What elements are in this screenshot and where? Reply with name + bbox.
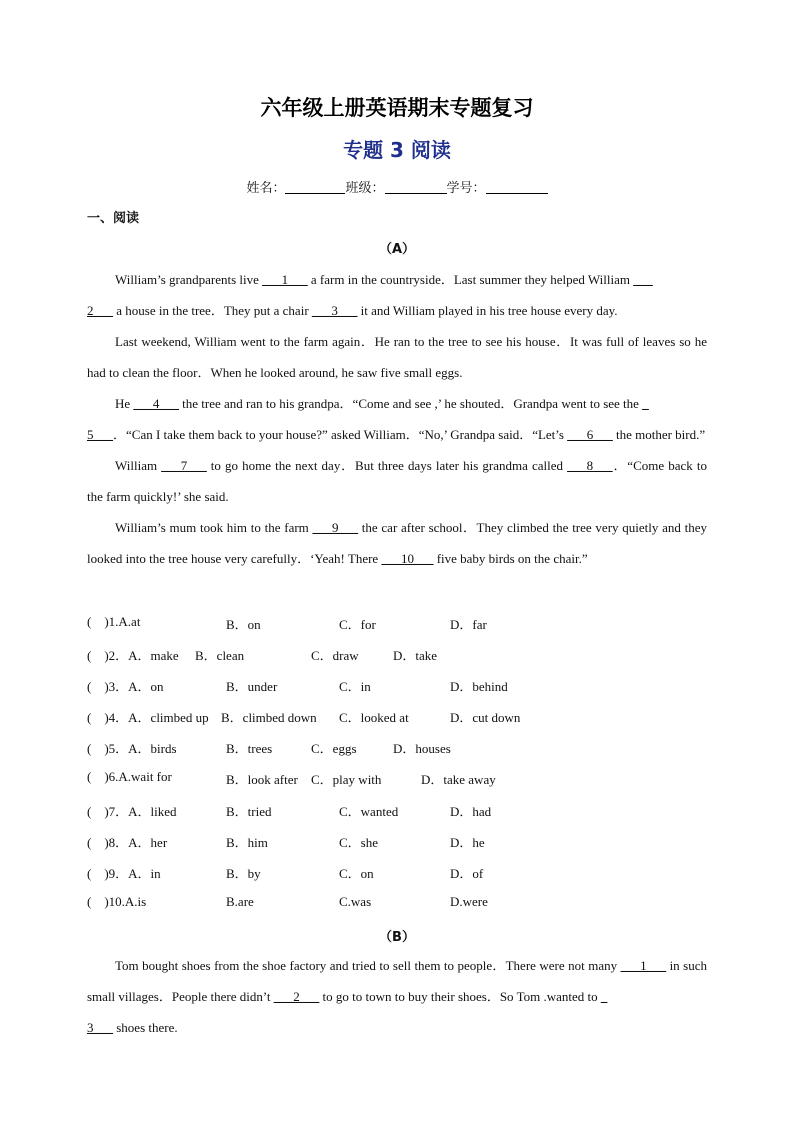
student-info-line (0, 177, 794, 196)
option-b[interactable]: B．him (226, 834, 268, 850)
passage-text: William (115, 458, 162, 473)
passage-text: five baby birds on the chair.” (433, 551, 588, 566)
option-c[interactable]: C．looked at (339, 710, 409, 726)
passage-text: Last weekend, William went to the farm again．He ran to the tree to see his house．It was full of leaves so he had to clean the floor．When he looked around, he saw five small eggs. (87, 334, 707, 380)
passage-text: ．“Can I take them back to your house?” asked William．“No,’ Grandpa said．“Let’s (113, 427, 568, 442)
passage-text: to go to town to buy their shoes．So Tom .wanted to (319, 989, 601, 1004)
answer-blank[interactable]: ___8___ (567, 458, 613, 473)
answer-blank[interactable]: ___10___ (381, 551, 434, 566)
option-d[interactable]: D．behind (450, 679, 508, 695)
passage-text: He (115, 396, 134, 411)
question-number[interactable]: ( )1.A.at (87, 614, 141, 629)
option-c[interactable]: C．on (339, 865, 374, 881)
answer-blank[interactable]: 3___ (87, 1020, 113, 1035)
answer-blank[interactable]: ___1___ (620, 958, 667, 973)
answer-blank[interactable]: ___9___ (312, 520, 359, 535)
question-number[interactable]: ( )4．A．climbed up (87, 710, 209, 726)
passage-a-paragraph (87, 512, 707, 574)
option-b[interactable]: B.are (226, 893, 254, 909)
question-row[interactable] (87, 731, 707, 762)
answer-blank[interactable]: 5___ (87, 427, 113, 442)
option-d[interactable]: D．take (393, 648, 438, 664)
question-number[interactable]: ( )7．A．liked (87, 803, 177, 819)
option-c[interactable]: C．for (339, 617, 376, 632)
passage-text: the mother bird.” (612, 427, 706, 442)
passage-text: a house in the tree．They put a chair (113, 303, 312, 318)
passage-a-paragraph (87, 295, 707, 326)
option-d[interactable]: D．cut down (450, 710, 521, 726)
option-b[interactable]: B．under (226, 679, 278, 695)
passage-a-label: （A） (378, 242, 416, 257)
option-b[interactable]: B．by (226, 865, 261, 881)
question-row[interactable] (87, 887, 707, 918)
option-d[interactable]: D.were (450, 893, 488, 909)
answer-blank[interactable]: 2___ (87, 303, 113, 318)
passage-text: in such small villages．People there didn’t (87, 958, 707, 1004)
answer-blank[interactable]: ___1___ (262, 272, 308, 287)
question-row[interactable] (87, 794, 707, 825)
passage-text: ．“Come back to the farm quickly!’ she said. (87, 458, 707, 504)
name-label: 姓名： (246, 181, 286, 196)
question-row[interactable] (87, 669, 707, 700)
option-b[interactable]: B．clean (195, 648, 245, 664)
option-d[interactable]: D．of (450, 865, 484, 881)
passage-text: William’s mum took him to the farm (115, 520, 313, 535)
question-number[interactable]: ( )2．A．make (87, 648, 179, 664)
passage-a-paragraph (87, 326, 707, 388)
option-d[interactable]: D．take away (421, 772, 496, 788)
option-c[interactable]: C．she (339, 834, 379, 850)
answer-blank[interactable]: ___4___ (133, 396, 179, 411)
passage-text: Tom bought shoes from the shoe factory and tried to sell them to people．There were not many (115, 958, 621, 973)
section-heading: 一、阅读 (87, 211, 140, 226)
passage-a-paragraph (87, 419, 707, 450)
questions-a (87, 607, 707, 918)
option-c[interactable]: C．in (339, 679, 371, 695)
option-b[interactable]: B．on (226, 617, 261, 632)
page-title: 六年级上册英语期末专题复习 (260, 96, 534, 120)
option-c[interactable]: C．wanted (339, 803, 399, 819)
passage-text: to go home the next day．But three days later his grandma called (206, 458, 568, 473)
passage-text: the tree and ran to his grandpa．“Come and see ,’ he shouted．Grandpa went to see the (178, 396, 643, 411)
passage-text: it and William played in his tree house every day. (357, 303, 618, 318)
passage-a-paragraph (87, 450, 707, 512)
option-b[interactable]: B．climbed down (221, 710, 317, 726)
answer-blank[interactable]: ___2___ (273, 989, 320, 1004)
option-d[interactable]: D．far (450, 617, 487, 632)
option-c[interactable]: C.was (339, 893, 372, 909)
page-subtitle: 专题 3 阅读 (343, 138, 451, 162)
question-number[interactable]: ( )9．A．in (87, 865, 161, 881)
answer-blank[interactable]: ___7___ (161, 458, 207, 473)
question-row[interactable] (87, 638, 707, 669)
question-number[interactable]: ( )6.A.wait for (87, 769, 172, 785)
passage-a-paragraph (87, 388, 707, 419)
class-blank[interactable] (385, 179, 447, 194)
passage-text: shoes there. (113, 1020, 178, 1035)
answer-blank[interactable]: ___3___ (311, 303, 358, 318)
passage-text: a farm in the countryside．Last summer they helped William (307, 272, 634, 287)
id-label: 学号： (446, 181, 486, 196)
question-number[interactable]: ( )3．A．on (87, 679, 164, 695)
passage-b (87, 950, 707, 1043)
option-c[interactable]: C．play with (311, 772, 382, 788)
name-blank[interactable] (285, 179, 345, 194)
option-c[interactable]: C．draw (311, 648, 359, 664)
passage-b-label: （B） (379, 930, 415, 945)
passage-a-paragraph (87, 264, 707, 295)
option-d[interactable]: D．had (450, 803, 492, 819)
option-b[interactable]: B．trees (226, 741, 273, 757)
question-row[interactable] (87, 825, 707, 856)
question-row[interactable] (87, 856, 707, 887)
answer-blank[interactable]: ___ (633, 272, 653, 287)
question-row[interactable] (87, 762, 707, 793)
option-d[interactable]: D．houses (393, 741, 451, 757)
answer-blank[interactable]: ___6___ (567, 427, 613, 442)
question-row[interactable] (87, 700, 707, 731)
option-b[interactable]: B．look after (226, 772, 298, 788)
id-blank[interactable] (486, 179, 548, 194)
passage-text: William’s grandparents live (115, 272, 263, 287)
question-number[interactable]: ( )5．A．birds (87, 741, 177, 757)
option-d[interactable]: D．he (450, 834, 485, 850)
question-number[interactable]: ( )8．A．her (87, 834, 168, 850)
answer-blank[interactable]: _ (600, 989, 608, 1004)
question-row[interactable] (87, 607, 707, 638)
passage-a (87, 264, 707, 574)
option-c[interactable]: C．eggs (311, 741, 357, 757)
class-label: 班级： (345, 181, 385, 196)
passage-text: the car after school．They climbed the tree very quietly and they looked into the tree house very carefully．‘Yeah! There (87, 520, 708, 566)
option-b[interactable]: B．tried (226, 803, 272, 819)
question-number[interactable]: ( )10.A.is (87, 893, 147, 909)
answer-blank[interactable]: _ (642, 396, 649, 411)
passage-b-paragraph (87, 950, 707, 1043)
